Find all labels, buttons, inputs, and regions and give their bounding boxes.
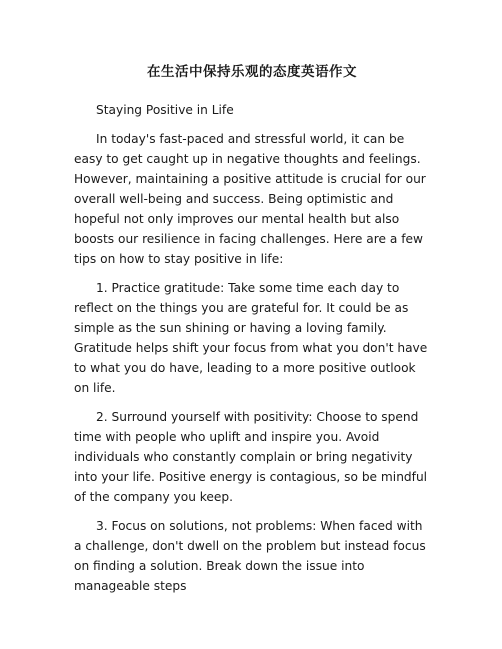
paragraph-tip-2: 2. Surround yourself with positivity: Choose to spend time with people who uplift and inspire you. Avoid individuals who constantly complain or bring negativity into your life. Positive energy is contagious, so be mindful of the company you keep. bbox=[74, 410, 428, 504]
document-title: 在生活中保持乐观的态度英语作文 bbox=[147, 64, 357, 80]
paragraph-tip-3: 3. Focus on solutions, not problems: When faced with a challenge, don't dwell on the problem but instead focus on finding a solution. Break down the issue into manageable steps bbox=[74, 519, 426, 593]
paragraph-tip-1: 1. Practice gratitude: Take some time each day to reflect on the things you are grateful for. It could be as simple as the sun shining or having a loving family. Gratitude helps shift your focus from what you don't have to what you do have, leading to a more positive outlook on life. bbox=[74, 281, 428, 395]
essay-heading: Staying Positive in Life bbox=[96, 103, 234, 117]
paragraph-intro: In today's fast-paced and stressful world, it can be easy to get caught up in negative thoughts and feelings. However, maintaining a positive attitude is crucial for our overall well-being and success. Being optimistic and hopeful not only improves our mental health but also boosts our resilience in facing challenges. Here are a few tips on how to stay positive in life: bbox=[74, 132, 426, 266]
